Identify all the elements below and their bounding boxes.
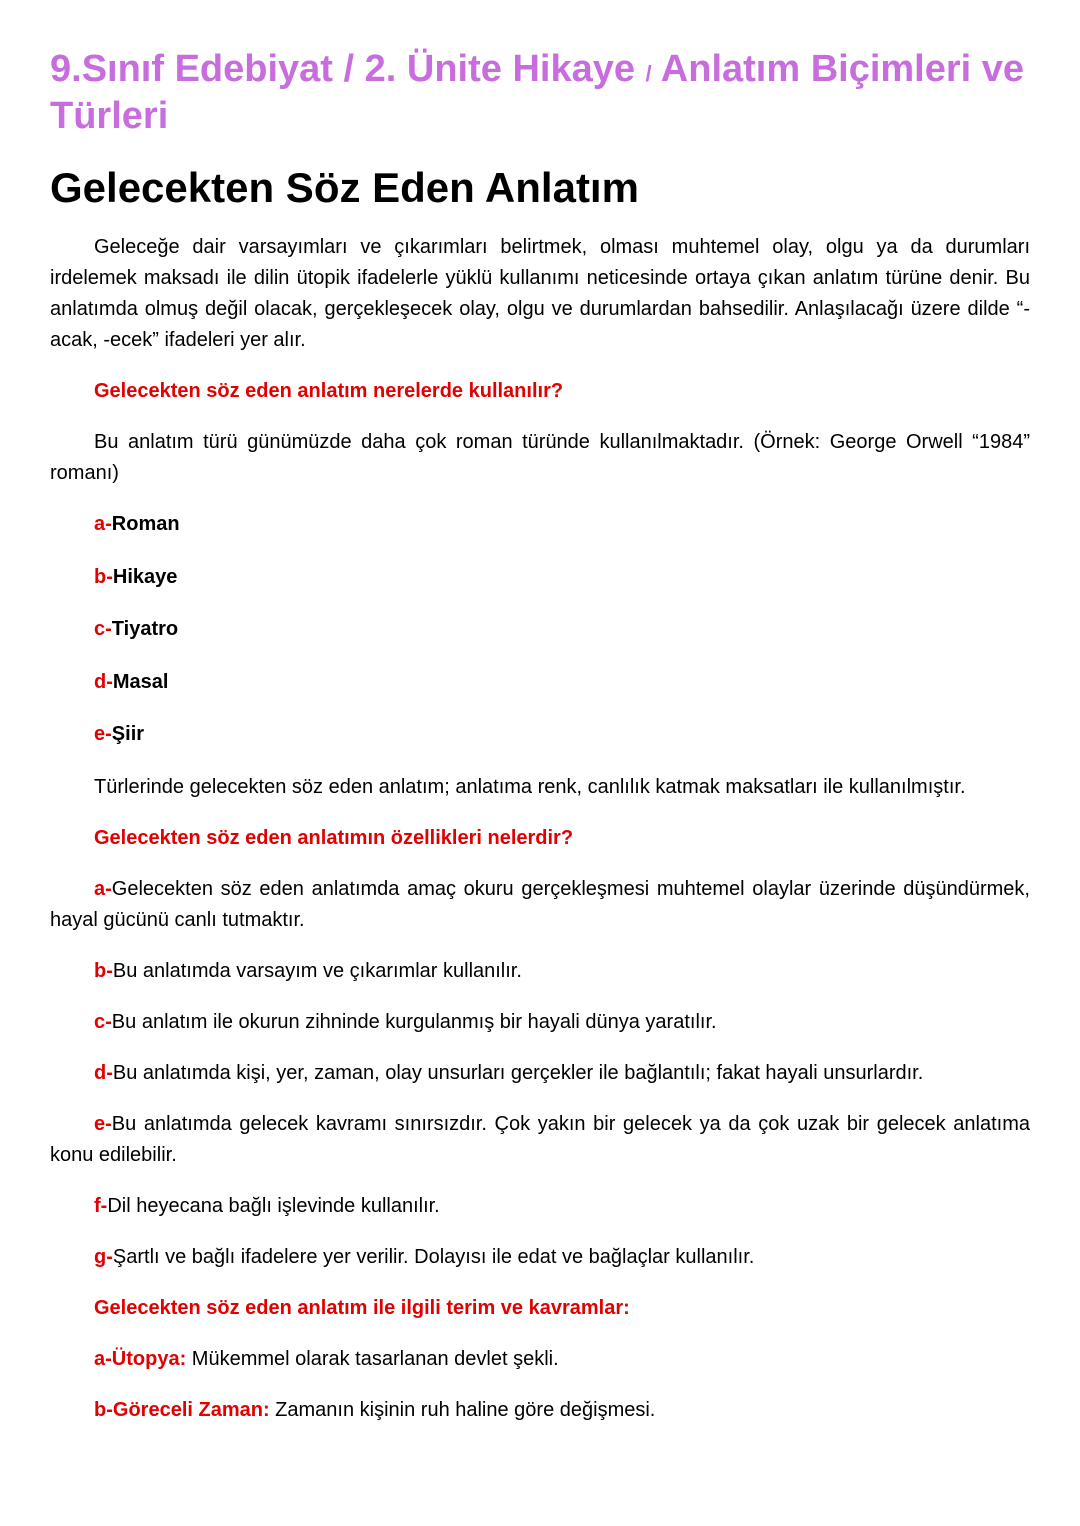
feature-text: Dil heyecana bağlı işlevinde kullanılır. <box>107 1194 440 1217</box>
feature-marker: f- <box>94 1194 108 1217</box>
list-marker: e- <box>94 723 112 745</box>
term-marker: a- <box>94 1347 112 1370</box>
feature-item <box>50 1058 1030 1089</box>
feature-marker: a- <box>94 877 112 900</box>
document-page <box>50 48 1030 1446</box>
feature-marker: g- <box>94 1245 113 1268</box>
feature-text: Bu anlatımda gelecek kavramı sınırsızdır. Çok yakın bir gelecek ya da çok uzak bir gelecek anlatıma konu edilebilir. <box>50 1112 1030 1166</box>
term-name: Göreceli Zaman: <box>112 1398 270 1421</box>
list-marker: d- <box>94 670 113 693</box>
intro-paragraph: Geleceğe dair varsayımları ve çıkarımları belirtmek, olması muhtemel olay, olgu ya da durumları irdelemek maksadı ile dilin ütopik ifadelerle yüklü kullanımı neticesinde ortaya çıkan anlatım türüne denir. Bu anlatımda olmuş değil olacak, gerçekleşecek olay, olgu ve durumlardan bahsedilir. Anlaşılacağı üzere dilde “-acak, -ecek” ifadeleri yer alır. <box>50 236 1030 351</box>
feature-text: Şartlı ve bağlı ifadelere yer verilir. Dolayısı ile edat ve bağlaçlar kullanılır. <box>112 1245 755 1268</box>
document-title <box>50 48 1030 138</box>
feature-item <box>50 1191 1030 1222</box>
list-text: Hikaye <box>112 565 178 588</box>
list-marker: c- <box>94 618 112 640</box>
list-item <box>50 509 1030 540</box>
term-name: Ütopya: <box>111 1347 187 1370</box>
title-part2: Anlatım Biçimleri ve Türleri <box>50 48 1025 137</box>
feature-marker: b- <box>94 959 113 982</box>
genre-list <box>50 509 1030 750</box>
term-item <box>50 1395 1030 1426</box>
feature-item <box>50 1242 1030 1273</box>
feature-marker: e- <box>94 1112 112 1135</box>
list-marker: b- <box>94 565 113 588</box>
genres-paragraph: Türlerinde gelecekten söz eden anlatım; anlatıma renk, canlılık katmak maksatları ile kullanılmıştır. <box>94 775 966 798</box>
feature-text: Bu anlatımda kişi, yer, zaman, olay unsurları gerçekler ile bağlantılı; fakat hayali unsurlardır. <box>112 1061 924 1084</box>
title-part1: 9.Sınıf Edebiyat / 2. Ünite Hikaye <box>50 48 646 90</box>
list-item <box>50 719 1030 750</box>
question-terms: Gelecekten söz eden anlatım ile ilgili terim ve kavramlar: <box>94 1296 630 1319</box>
list-text: Roman <box>111 513 180 535</box>
term-definition: Mükemmel olarak tasarlanan devlet şekli. <box>186 1347 559 1370</box>
feature-marker: c- <box>94 1010 112 1033</box>
section-heading: Gelecekten Söz Eden Anlatım <box>50 164 639 211</box>
list-marker: a- <box>94 513 112 535</box>
feature-item <box>50 956 1030 987</box>
list-text: Şiir <box>111 723 145 745</box>
list-text: Masal <box>112 670 169 693</box>
term-marker: b- <box>94 1398 113 1421</box>
feature-item <box>50 1109 1030 1171</box>
feature-text: Bu anlatımda varsayım ve çıkarımlar kullanılır. <box>112 959 522 982</box>
feature-item <box>50 1007 1030 1038</box>
list-item <box>50 562 1030 593</box>
feature-marker: d- <box>94 1061 113 1084</box>
usage-paragraph: Bu anlatım türü günümüzde daha çok roman türünde kullanılmaktadır. (Örnek: George Orwell “1984” romanı) <box>50 431 1030 484</box>
list-text: Tiyatro <box>111 618 179 640</box>
feature-text: Bu anlatım ile okurun zihninde kurgulanmış bir hayali dünya yaratılır. <box>111 1010 717 1033</box>
question-usage: Gelecekten söz eden anlatım nerelerde kullanılır? <box>94 380 564 402</box>
feature-item <box>50 874 1030 936</box>
term-item <box>50 1344 1030 1375</box>
term-definition: Zamanın kişinin ruh haline göre değişmesi. <box>269 1398 656 1421</box>
list-item <box>50 614 1030 645</box>
feature-text: Gelecekten söz eden anlatımda amaç okuru gerçekleşmesi muhtemel olaylar üzerinde düşündürmek, hayal gücünü canlı tutmaktır. <box>50 877 1030 931</box>
title-slash: / <box>645 61 652 86</box>
question-features: Gelecekten söz eden anlatımın özellikleri nelerdir? <box>94 826 574 849</box>
list-item <box>50 667 1030 698</box>
